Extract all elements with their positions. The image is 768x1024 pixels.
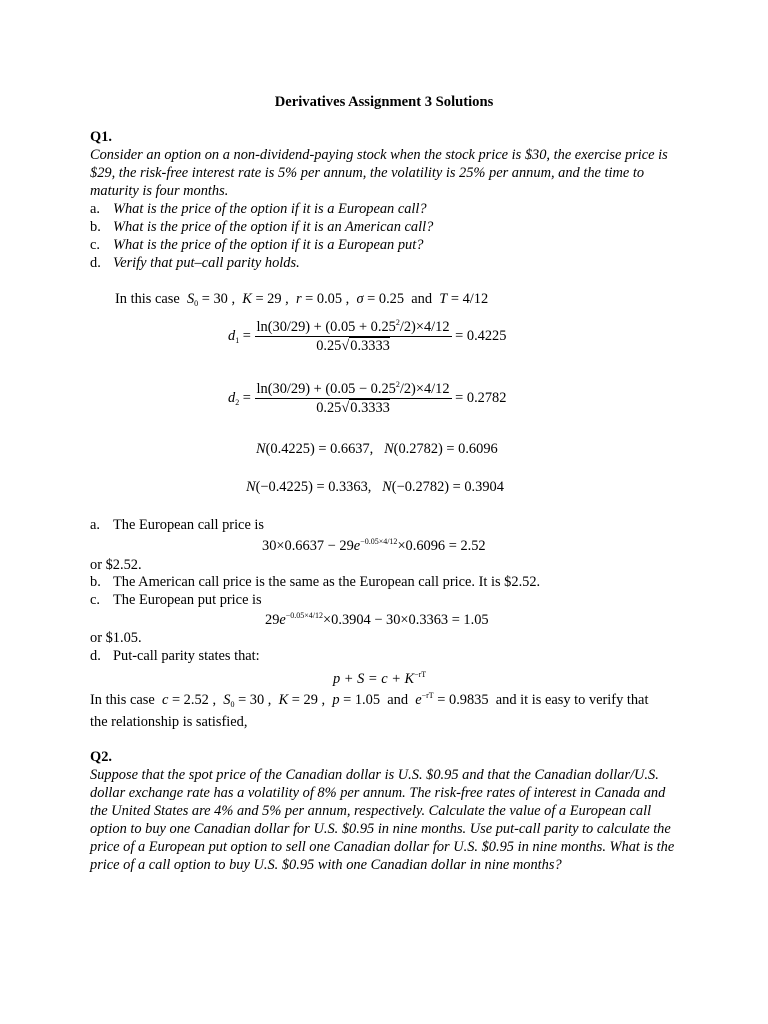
case-intro: In this case (115, 291, 180, 307)
answer-b (90, 573, 540, 591)
page-title: Derivatives Assignment 3 Solutions (274, 94, 494, 110)
d2-numerator: ln(30/29) + (0.05 − 0.25 (256, 381, 396, 397)
answer-a-text: The European call price is (113, 517, 265, 533)
final-tail: and it is easy to verify that (495, 692, 649, 708)
sigma-value: 0.25 (378, 291, 405, 307)
d1-numerator: ln(30/29) + (0.05 + 0.25 (256, 319, 396, 335)
parity-exponent: −rT (414, 670, 427, 679)
d1-fraction: $\frac{\ln(30/29) + (0.05 + 0.25^2/2)\times 4/12}{0.25√0.3333}$ (256, 318, 450, 354)
q1-item-a (90, 200, 427, 218)
eq-part: 29 (265, 612, 280, 628)
q1-heading: Q1. (90, 129, 112, 145)
final-k: = 29 , (291, 692, 326, 708)
n-values-line-1: N(0.4225) = 0.6637, N(0.2782) = 0.6096 (256, 441, 498, 457)
final-p: = 1.05 (343, 692, 381, 708)
item-label: d. (90, 255, 101, 271)
item-label: b. (90, 219, 101, 235)
answer-b-text: The American call price is the same as the European call price. It is $2.52. (113, 574, 541, 590)
answer-a-after: or $2.52. (90, 557, 142, 573)
item-text: What is the price of the option if it is a European call? (113, 201, 427, 217)
d2-denominator: 0.25 (316, 400, 342, 416)
answer-d (90, 647, 260, 665)
answer-a (90, 516, 264, 534)
item-label: d. (90, 648, 101, 664)
final-e: = 0.9835 (437, 692, 489, 708)
final-and: and (387, 692, 409, 708)
item-label: a. (90, 201, 100, 217)
q2-prompt: Suppose that the spot price of the Canadian dollar is U.S. $0.95 and that the Canadian dollar/U.S. dollar exchange rate has a volatility of 8% per annum. The risk-free rates of interest in Canada and the United States are 4% and 5% per annum, respectively. Calculate the value of a European call option to buy one Canadian dollar for U.S. $0.95 in nine months. Use put-call parity to calculate the price of a European put option to sell one Canadian dollar for U.S. $0.95 in nine months. What is the price of a call option to buy U.S. $0.95 with one Canadian dollar in nine months? (90, 767, 675, 873)
q1-item-d (90, 254, 300, 272)
eq-part: ×0.3904 − 30×0.3363 = 1.05 (323, 612, 489, 628)
answer-d-text: Put-call parity states that: (113, 648, 260, 664)
final-intro: In this case (90, 692, 155, 708)
n-value: (−0.4225) = 0.3363, (255, 479, 372, 495)
parity-formula: p + S = c + K (333, 671, 415, 687)
d1-equation: $d_1$ = $\frac{\ln(30/29) + (0.05 + 0.25^2/2)\times 4/12}{0.25√0.3333}$ = 0.4225 (228, 318, 507, 354)
eq-exponent: −0.05×4/12 (360, 537, 398, 546)
item-text: What is the price of the option if it is a European put? (113, 237, 424, 253)
q1-item-c (90, 236, 423, 254)
item-label: c. (90, 592, 100, 608)
answer-a-equation: $30\times 0.6637 - 29e^{-0.05\times 4/12}\times 0.6096 = 2.52$ (262, 537, 486, 554)
answer-c-after: or $1.05. (90, 630, 142, 646)
final-c: = 2.52 , (171, 692, 217, 708)
d1-result: = 0.4225 (455, 327, 507, 344)
d2-equation: $d_2$ = $\frac{\ln(30/29) + (0.05 - 0.25^2/2)\times 4/12}{0.25√0.3333}$ = 0.2782 (228, 380, 507, 416)
answer-c (90, 591, 262, 609)
q2-heading: Q2. (90, 749, 112, 765)
answer-c-text: The European put price is (113, 592, 262, 608)
parity-equation (333, 670, 426, 688)
d1-numerator-tail: /2)×4/12 (399, 319, 450, 335)
n-value: (0.4225) = 0.6637, (265, 441, 374, 457)
case-and: and (411, 291, 433, 307)
item-text: Verify that put–call parity holds. (113, 255, 300, 271)
item-label: b. (90, 574, 101, 590)
t-value: 4/12 (462, 291, 489, 307)
r-value: 0.05 (316, 291, 343, 307)
d1-denominator: 0.25 (316, 338, 342, 354)
case-line: In this case $S_0 = 30$ , K = 29 , r = 0.05 , σ = 0.25 and T = 4/12 (115, 291, 489, 308)
final-e-exponent: −rT (421, 691, 434, 700)
q1-prompt: Consider an option on a non-dividend-paying stock when the stock price is $30, the exercise price is $29, the risk-free interest rate is 5% per annum, the volatility is 25% per annum, and the time to maturity is four months. (90, 147, 668, 199)
d1-root: 0.3333 (350, 338, 390, 354)
d2-result: = 0.2782 (455, 389, 507, 406)
final-line: In this case c = 2.52 , $S_0 = 30$ , K = 29 , p = 1.05 and $e^{-rT} = 0.9835$ and it is easy to verify that (90, 691, 649, 709)
d2-numerator-tail: /2)×4/12 (399, 381, 450, 397)
final-s0: = 30 , (238, 692, 272, 708)
n-values-line-2: N(−0.4225) = 0.3363, N(−0.2782) = 0.3904 (246, 479, 504, 495)
n-value: (0.2782) = 0.6096 (393, 441, 498, 457)
item-text: What is the price of the option if it is an American call? (113, 219, 434, 235)
eq-part: 30×0.6637 − 29 (262, 538, 354, 554)
s0-value: 30 (213, 291, 228, 307)
final-line-2: the relationship is satisfied, (90, 714, 248, 730)
eq-exponent: −0.05×4/12 (285, 611, 324, 620)
q1-item-b (90, 218, 433, 236)
n-value: (−0.2782) = 0.3904 (391, 479, 504, 495)
k-value: 29 (267, 291, 282, 307)
answer-c-equation: $29e^{-0.05\times 4/12}\times 0.3904 - 30\times 0.3363 = 1.05$ (265, 611, 489, 628)
item-label: a. (90, 517, 100, 533)
eq-part: ×0.6096 = 2.52 (397, 538, 486, 554)
d2-root: 0.3333 (350, 400, 390, 416)
item-label: c. (90, 237, 100, 253)
d2-fraction: $\frac{\ln(30/29) + (0.05 - 0.25^2/2)\times 4/12}{0.25√0.3333}$ (256, 380, 450, 416)
